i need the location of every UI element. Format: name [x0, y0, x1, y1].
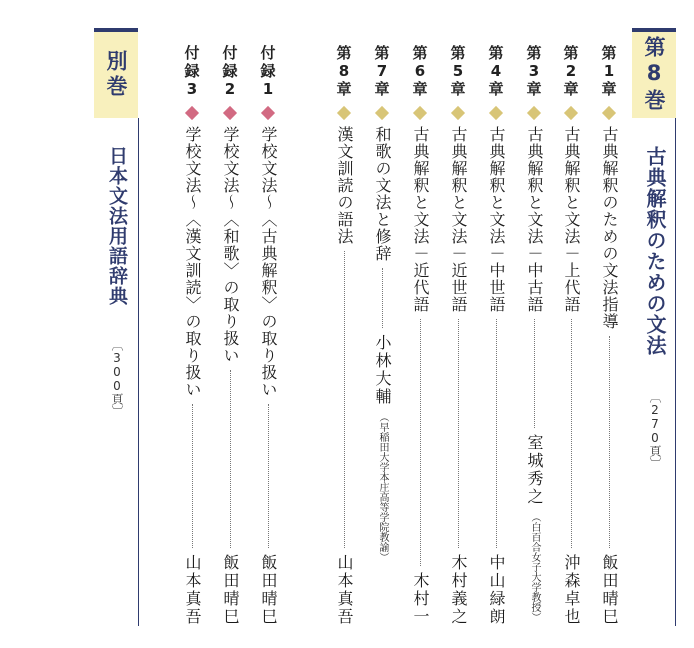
diamond-icon — [451, 106, 465, 120]
chapter-label: 第 1 章 — [601, 44, 617, 98]
chapter-author: 山本真吾 — [335, 554, 354, 626]
supplement-page-count: 〔300頁〕 — [110, 339, 124, 417]
chapter-entry-3 — [521, 44, 547, 626]
chapter-title: 古典解釈のための文法指導 — [600, 126, 619, 330]
chapter-author: 中山緑朗 — [487, 554, 506, 626]
leader-dots — [192, 404, 193, 548]
appendix-label: 付 録 2 — [222, 44, 238, 98]
appendix-title: 学校文法～〈和歌〉の取り扱い — [221, 126, 240, 364]
chapter-author: 沖森卓也 — [562, 554, 581, 626]
diamond-icon — [413, 106, 427, 120]
appendix-author: 山本真吾 — [183, 554, 202, 626]
appendix-entry-1 — [255, 44, 281, 626]
chapter-entry-2 — [558, 44, 584, 626]
chapter-title: 古典解釈と文法－中古語 — [525, 126, 544, 313]
appendix-entry-2 — [217, 44, 243, 626]
chapter-author: 木村一 — [411, 572, 430, 626]
chapter-label: 第 3 章 — [526, 44, 542, 98]
chapter-title: 漢文訓読の語法 — [335, 126, 354, 245]
chapter-author: 小林大輔 — [373, 334, 392, 406]
chapter-entry-7 — [369, 44, 395, 626]
volume8-side-rule — [675, 118, 676, 626]
leader-dots — [609, 336, 610, 548]
leader-dots — [571, 319, 572, 548]
chapter-author: 木村義之 — [449, 554, 468, 626]
chapter-author: 飯田晴巳 — [600, 554, 619, 626]
leader-dots — [496, 319, 497, 548]
chapter-title: 和歌の文法と修辞 — [373, 126, 392, 262]
diamond-icon — [375, 106, 389, 120]
volume8-page-count: 〔270頁〕 — [648, 391, 662, 469]
chapter-label: 第 5 章 — [450, 44, 466, 98]
appendix-label: 付 録 1 — [260, 44, 276, 98]
volume8-badge: 第8巻 — [632, 32, 676, 118]
appendix-entry-3 — [179, 44, 205, 626]
chapter-entry-4 — [483, 44, 509, 626]
chapter-title: 古典解釈と文法－中世語 — [487, 126, 506, 313]
volume8-title: 古典解釈のための文法 — [643, 146, 667, 356]
supplement-side-rule — [138, 118, 139, 626]
chapter-title: 古典解釈と文法－近世語 — [449, 126, 468, 313]
diamond-icon — [223, 106, 237, 120]
diamond-icon — [261, 106, 275, 120]
leader-dots — [420, 319, 421, 566]
appendix-author: 飯田晴巳 — [259, 554, 278, 626]
chapter-entry-5 — [445, 44, 471, 626]
author-affiliation: （白百合女子大学教授） — [529, 512, 540, 622]
chapter-label: 第 2 章 — [563, 44, 579, 98]
chapter-author: 室城秀之 — [525, 434, 544, 506]
appendix-author: 飯田晴巳 — [221, 554, 240, 626]
chapter-label: 第 6 章 — [412, 44, 428, 98]
leader-dots — [230, 370, 231, 548]
supplement-title-block — [104, 146, 131, 417]
diamond-icon — [527, 106, 541, 120]
supplement-badge: 別巻 — [94, 32, 138, 118]
diamond-icon — [489, 106, 503, 120]
leader-dots — [268, 404, 269, 548]
diamond-icon — [602, 106, 616, 120]
diamond-icon — [564, 106, 578, 120]
diamond-icon — [337, 106, 351, 120]
leader-dots — [344, 251, 345, 548]
author-affiliation: （早稲田大学本庄高等学院教諭） — [377, 412, 388, 562]
chapter-title: 古典解釈と文法－上代語 — [562, 126, 581, 313]
leader-dots — [382, 268, 383, 328]
chapter-entry-8 — [331, 44, 357, 626]
appendix-label: 付 録 3 — [184, 44, 200, 98]
supplement-title: 日本文法用語辞典 — [106, 146, 128, 306]
leader-dots — [534, 319, 535, 428]
chapter-entry-1 — [596, 44, 622, 626]
chapter-title: 古典解釈と文法－近代語 — [411, 126, 430, 313]
appendix-title: 学校文法～〈古典解釈〉の取り扱い — [259, 126, 278, 398]
chapter-label: 第 4 章 — [488, 44, 504, 98]
diamond-icon — [185, 106, 199, 120]
chapter-entry-6 — [407, 44, 433, 626]
appendix-title: 学校文法～〈漢文訓読〉の取り扱い — [183, 126, 202, 398]
leader-dots — [458, 319, 459, 548]
chapter-label: 第 8 章 — [336, 44, 352, 98]
volume8-title-block — [641, 146, 670, 469]
chapter-label: 第 7 章 — [374, 44, 390, 98]
